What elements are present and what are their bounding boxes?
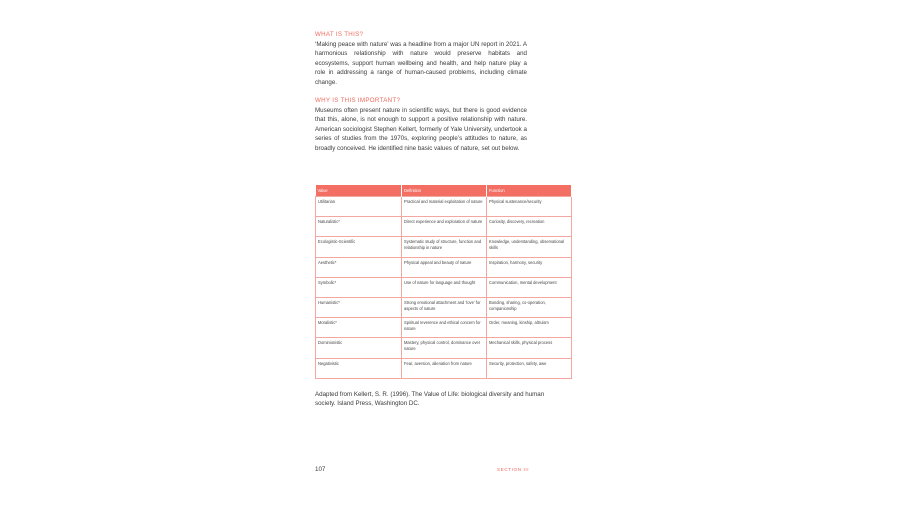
cell-definition: Practical and material exploitation of nature [402, 197, 487, 217]
table-row [316, 277, 572, 297]
table-row [316, 257, 572, 277]
cell-definition: Mastery, physical control, dominance over nature [402, 338, 487, 358]
cell-definition: Use of nature for language and thought [402, 277, 487, 297]
cell-definition: Systematic study of structure, function and relationship in nature [402, 237, 487, 257]
section-body-why: Museums often present nature in scientific ways, but there is good evidence that this, alone, is not enough to support a positive relationship with nature. American sociologist Stephen Kellert, formerly of Yale University, undertook a series of studies from the 1970s, exploring people’s attitudes to nature, as broadly conceived. He identified nine basic values of nature, set out below. [315, 107, 527, 152]
cell-function: Order, meaning, kinship, altruism [487, 318, 572, 338]
table-row [316, 197, 572, 217]
cell-value: Negativistic [316, 358, 402, 378]
cell-function: Bonding, sharing, co-operation, companionship [487, 297, 572, 317]
column-header-function: Function [487, 185, 572, 197]
table-row [316, 318, 572, 338]
cell-value: Utilitarian [316, 197, 402, 217]
column-header-definition: Definition [402, 185, 487, 197]
table-row [316, 237, 572, 257]
cell-value: Ecologistic-Scientific [316, 237, 402, 257]
table-row [316, 338, 572, 358]
cell-value: Dominionistic [316, 338, 402, 358]
cell-function: Physical sustenance/security [487, 197, 572, 217]
cell-value: Naturalistic* [316, 217, 402, 237]
cell-definition: Physical appeal and beauty of nature [402, 257, 487, 277]
cell-function: Curiosity, discovery, recreation [487, 217, 572, 237]
section-heading-what: WHAT IS THIS? [315, 31, 364, 38]
cell-value: Symbolic* [316, 277, 402, 297]
table-header-row [316, 185, 572, 197]
table-source-caption: Adapted from Kellert, S. R. (1996). The Value of Life: biological diversity and human society. Island Press, Washington DC. [315, 391, 545, 408]
cell-function: Security, protection, safety, awe [487, 358, 572, 378]
cell-value: Moralistic* [316, 318, 402, 338]
cell-function: Communication, mental development [487, 277, 572, 297]
section-heading-why: WHY IS THIS IMPORTANT? [315, 97, 401, 104]
table-row [316, 297, 572, 317]
cell-definition: Spiritual reverence and ethical concern for nature [402, 318, 487, 338]
cell-function: Mechanical skills, physical process [487, 338, 572, 358]
section-body-what: ‘Making peace with nature’ was a headline from a major UN report in 2021. A harmonious relationship with nature would preserve habitats and ecosystems, support human wellbeing and health, and help nature play a role in addressing a range of human-caused problems, including climate change. [315, 41, 527, 86]
table-row [316, 358, 572, 378]
cell-definition: Fear, aversion, alienation from nature [402, 358, 487, 378]
values-table [315, 185, 572, 379]
cell-definition: Strong emotional attachment and ‘love’ for aspects of nature [402, 297, 487, 317]
cell-function: Knowledge, understanding, observational skills [487, 237, 572, 257]
table-row [316, 217, 572, 237]
column-header-value: Value [316, 185, 402, 197]
cell-value: Humanistic* [316, 297, 402, 317]
cell-value: Aesthetic* [316, 257, 402, 277]
cell-function: Inspiration, harmony, security [487, 257, 572, 277]
section-label: SECTION III [497, 467, 530, 472]
page-number: 107 [315, 466, 326, 473]
cell-definition: Direct experience and exploration of nature [402, 217, 487, 237]
